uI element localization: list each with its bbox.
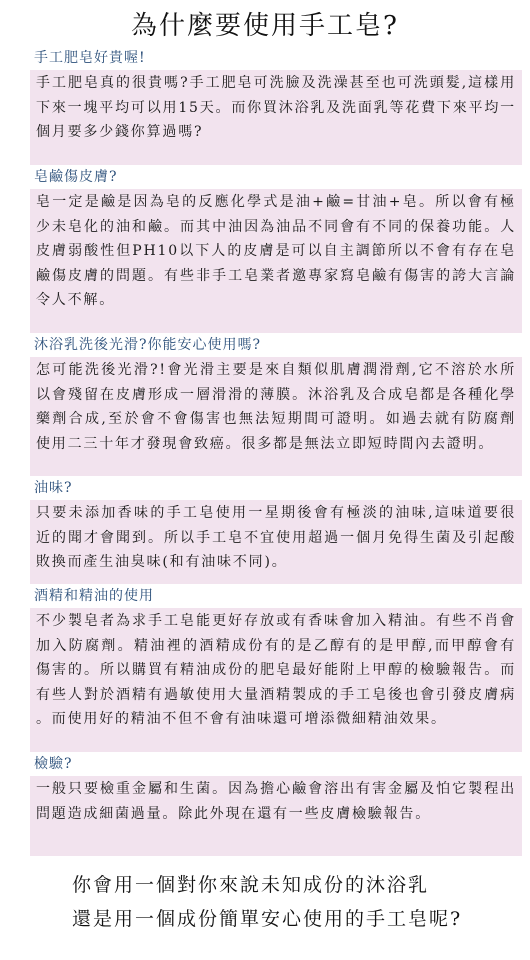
section-heading: 皂鹼傷皮膚? — [34, 169, 118, 185]
section-testing — [30, 752, 522, 856]
section-heading: 酒精和精油的使用 — [34, 588, 154, 604]
closing-line-2: 還是用一個成份簡單安心使用的手工皂呢? — [72, 908, 463, 930]
section-heading: 手工肥皂好貴喔! — [34, 50, 146, 66]
section-body: 只要未添加香味的手工皂使用一星期後會有極淡的油味,這味道要很近的聞才會聞到。所以手工皂不宜使用超過一個月免得生菌及引起酸敗換而產生油臭味(和有油味不同)。 — [30, 500, 522, 584]
section-body: 怎可能洗後光滑?!會光滑主要是來自類似肌膚潤滑劑,它不溶於水所以會殘留在皮膚形成一層滑滑的薄膜。沐浴乳及合成皂都是各種化學藥劑合成,至於會不會傷害也無法短期間可證明。如過去就有防腐劑使用二三十年才發現會致癌。很多都是無法立即短時間內去證明。 — [30, 357, 522, 476]
closing-line-1: 你會用一個對你來說未知成份的沐浴乳 — [72, 874, 430, 896]
content-area — [30, 46, 522, 856]
section-heading: 沐浴乳洗後光滑?你能安心使用嗎? — [34, 337, 262, 353]
closing-question — [72, 868, 512, 936]
section-oil-smell — [30, 476, 522, 584]
section-body: 不少製皂者為求手工皂能更好存放或有香味會加入精油。有些不肖會加入防腐劑。精油裡的酒精成份有的是乙醇有的是甲醇,而甲醇會有傷害的。所以購買有精油成份的肥皂最好能附上甲醇的檢驗報告。而有些人對於酒精有過敏使用大量酒精製成的手工皂後也會引發皮膚病。而使用好的精油不但不會有油味還可增添微細精油效果。 — [30, 608, 522, 752]
section-heading: 油味? — [34, 480, 73, 496]
section-body-wash — [30, 333, 522, 476]
section-body: 皂一定是鹼是因為皂的反應化學式是油+鹼=甘油+皂。所以會有極少未皂化的油和鹼。而其中油因為油品不同會有不同的保養功能。人皮膚弱酸性但PH10以下人的皮膚是可以自主調節所以不會有存在皂鹼傷皮膚的問題。有些非手工皂業者邀專家寫皂鹼有傷害的誇大言論令人不解。 — [30, 189, 522, 333]
section-alcohol-essential-oil — [30, 584, 522, 752]
section-body: 一般只要檢重金屬和生菌。因為擔心鹼會溶出有害金屬及怕它製程出問題造成細菌過量。除此外現在還有一些皮膚檢驗報告。 — [30, 776, 522, 856]
page-title: 為什麼要使用手工皂? — [131, 11, 399, 41]
section-heading: 檢驗? — [34, 756, 73, 772]
section-alkali — [30, 165, 522, 333]
section-body: 手工肥皂真的很貴嗎?手工肥皂可洗臉及洗澡甚至也可洗頭髮,這樣用下來一塊平均可以用15天。而你買沐浴乳及洗面乳等花費下來平均一個月要多少錢你算過嗎? — [30, 70, 522, 165]
section-price — [30, 46, 522, 165]
